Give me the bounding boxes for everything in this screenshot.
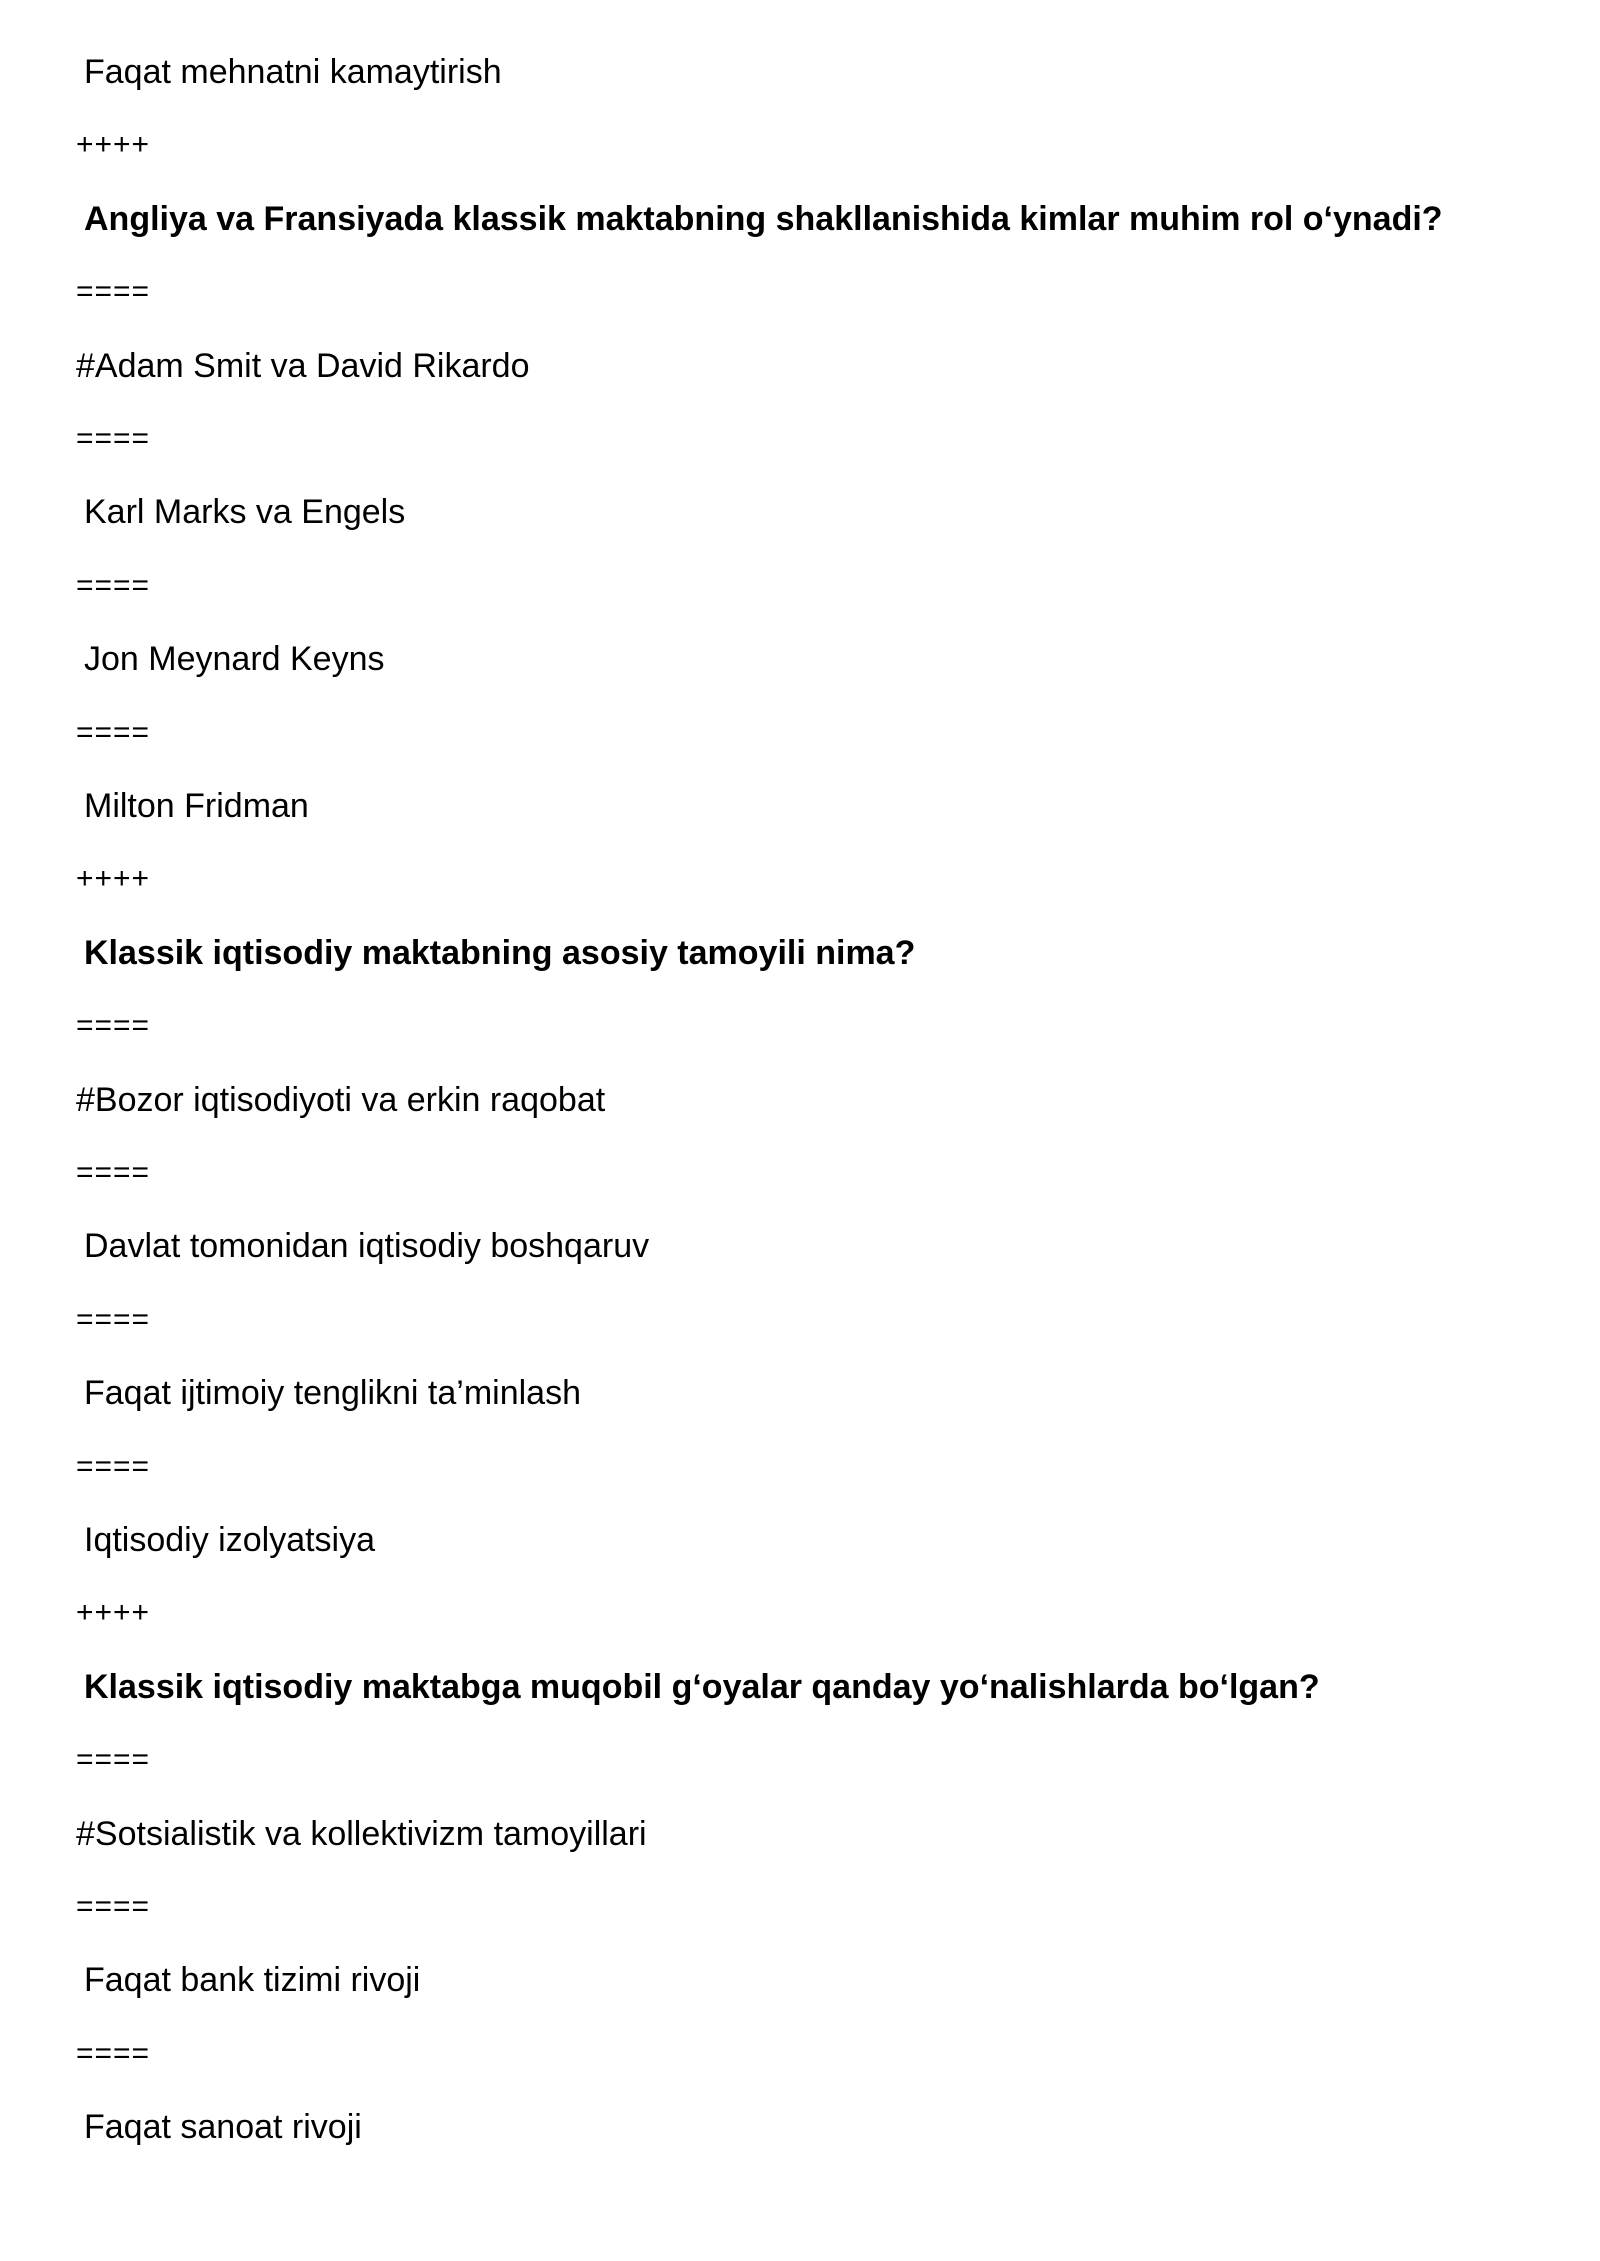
option-separator: ====: [76, 1890, 151, 1923]
answer-option: Faqat bank tizimi rivoji: [84, 1961, 421, 2000]
correct-answer-option: #Bozor iqtisodiyoti va erkin raqobat: [76, 1080, 606, 1119]
option-separator: ====: [76, 1009, 151, 1043]
question-separator: ++++: [76, 862, 151, 896]
option-separator: ====: [76, 1302, 151, 1336]
question-separator: ++++: [76, 128, 151, 162]
correct-answer-option: #Sotsialistik va kollektivizm tamoyillari: [76, 1814, 647, 1853]
option-separator: ====: [76, 1743, 151, 1777]
question-text: Klassik iqtisodiy maktabning asosiy tamoyili nima?: [84, 933, 916, 972]
option-separator: ====: [76, 275, 151, 309]
option-separator: ====: [76, 2036, 151, 2070]
option-separator: ====: [76, 422, 151, 455]
answer-option: Faqat ijtimoiy tenglikni ta’minlash: [84, 1374, 581, 1413]
option-separator: ====: [76, 1156, 151, 1189]
answer-option: Karl Marks va Engels: [84, 493, 406, 532]
question-text: Klassik iqtisodiy maktabga muqobil g‘oyalar qanday yo‘nalishlarda bo‘lgan?: [84, 1667, 1320, 1706]
question-text: Angliya va Fransiyada klassik maktabning shakllanishida kimlar muhim rol o‘ynadi?: [84, 199, 1443, 238]
option-separator: ====: [76, 715, 151, 749]
answer-option: Davlat tomonidan iqtisodiy boshqaruv: [84, 1227, 650, 1266]
correct-answer-option: #Adam Smit va David Rikardo: [76, 346, 530, 385]
answer-option: Faqat sanoat rivoji: [84, 2108, 362, 2147]
option-separator: ====: [76, 1449, 151, 1483]
answer-option: Iqtisodiy izolyatsiya: [84, 1521, 376, 1559]
option-separator: ====: [76, 568, 151, 602]
answer-option: Milton Fridman: [84, 787, 309, 825]
answer-option: Faqat mehnatni kamaytirish: [84, 53, 502, 91]
answer-option: Jon Meynard Keyns: [84, 640, 385, 679]
question-separator: ++++: [76, 1596, 151, 1630]
